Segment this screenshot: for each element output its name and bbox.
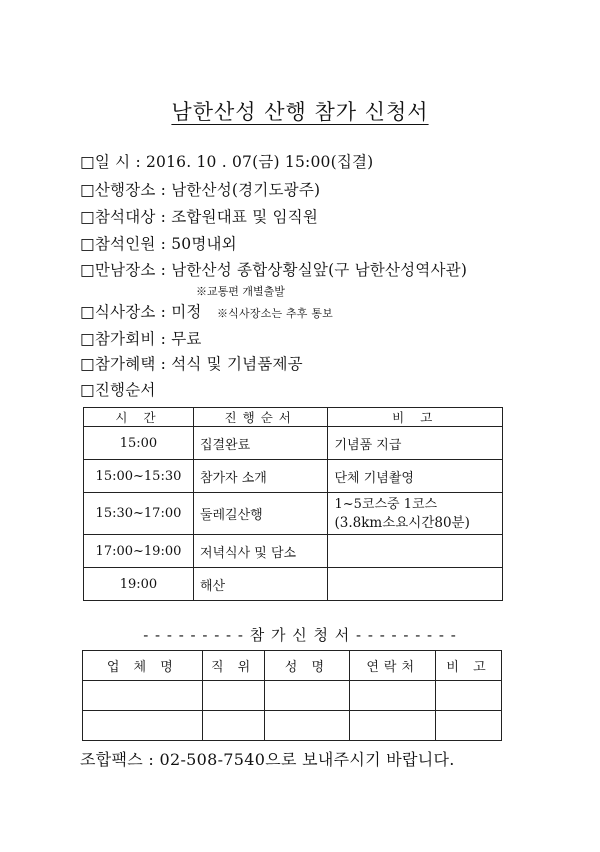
header-company: 업 체 명: [83, 651, 203, 681]
title-text: 남한산성 산행 참가 신청서: [171, 100, 429, 124]
document-title: [0, 96, 600, 126]
item-dining-place: □식사장소 : 미정 ※식사장소는 추후 통보: [80, 303, 333, 321]
transport-note: ※교통편 개별출발: [196, 285, 285, 298]
company-field[interactable]: [83, 711, 203, 741]
position-field[interactable]: [202, 681, 264, 711]
cell-program: 저녁식사 및 담소: [193, 535, 328, 568]
cell-time: 15:00~15:30: [84, 460, 194, 493]
application-header-row: [83, 651, 502, 681]
application-table: [82, 650, 502, 741]
header-position: 직 위: [202, 651, 264, 681]
header-remark: 비 고: [328, 408, 503, 427]
note-field[interactable]: [436, 681, 502, 711]
cell-remark: [328, 493, 503, 535]
contact-field[interactable]: [350, 711, 436, 741]
form-divider: - - - - - - - - - 참 가 신 청 서 - - - - - - - - -: [143, 626, 457, 644]
cell-remark: [328, 535, 503, 568]
item-benefit: □참가혜택 : 석식 및 기념품제공: [80, 355, 303, 373]
cell-program: 둘레길산행: [193, 493, 328, 535]
header-contact: 연락처: [350, 651, 436, 681]
header-time: 시 간: [84, 408, 194, 427]
item-headcount: □참석인원 : 50명내외: [80, 235, 237, 253]
remark-line-1: 1~5코스중 1코스: [334, 496, 438, 512]
name-field[interactable]: [264, 681, 350, 711]
name-field[interactable]: [264, 711, 350, 741]
table-row: [84, 493, 503, 535]
item-fee: □참가회비 : 무료: [80, 330, 202, 348]
cell-remark: [328, 568, 503, 601]
cell-remark: 단체 기념촬영: [328, 460, 503, 493]
cell-time: 17:00~19:00: [84, 535, 194, 568]
table-row: [84, 535, 503, 568]
table-row: [84, 568, 503, 601]
table-row: [84, 460, 503, 493]
header-note: 비 고: [436, 651, 502, 681]
note-field[interactable]: [436, 711, 502, 741]
cell-program: 참가자 소개: [193, 460, 328, 493]
schedule-header-row: [84, 408, 503, 427]
position-field[interactable]: [202, 711, 264, 741]
header-program: 진행순서: [193, 408, 328, 427]
cell-time: 15:30~17:00: [84, 493, 194, 535]
cell-time: 19:00: [84, 568, 194, 601]
item-date: □일 시 : 2016. 10 . 07(금) 15:00(집결): [80, 153, 374, 171]
item-meeting-place: □만남장소 : 남한산성 종합상황실앞(구 남한산성역사관): [80, 261, 468, 279]
contact-field[interactable]: [350, 681, 436, 711]
table-row: [84, 427, 503, 460]
item-target: □참석대상 : 조합원대표 및 임직원: [80, 208, 319, 226]
table-row: [83, 711, 502, 741]
cell-program: 집결완료: [193, 427, 328, 460]
cell-time: 15:00: [84, 427, 194, 460]
fax-instruction: 조합팩스 : 02-508-7540으로 보내주시기 바랍니다.: [80, 750, 455, 769]
item-program-order: □진행순서: [80, 381, 156, 399]
table-row: [83, 681, 502, 711]
company-field[interactable]: [83, 681, 203, 711]
schedule-table: [83, 407, 503, 601]
item-hiking-place: □산행장소 : 남한산성(경기도광주): [80, 181, 321, 199]
cell-remark: 기념품 지급: [328, 427, 503, 460]
header-name: 성 명: [264, 651, 350, 681]
remark-line-2: (3.8km소요시간80분): [334, 514, 470, 531]
cell-program: 해산: [193, 568, 328, 601]
dining-note: ※식사장소는 추후 통보: [216, 307, 333, 320]
